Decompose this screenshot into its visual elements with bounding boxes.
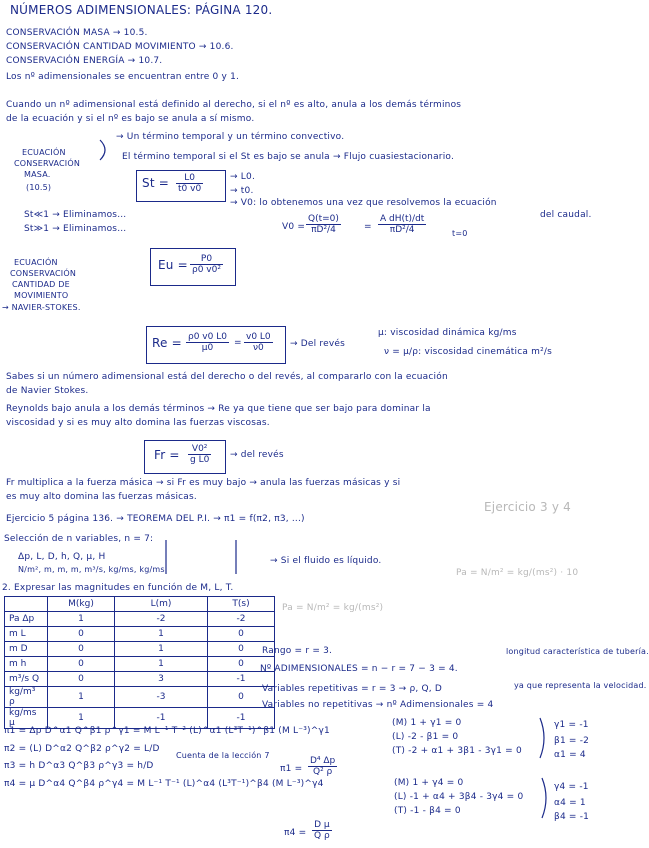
sol4-2: α4 = 1 bbox=[554, 798, 586, 808]
sys4-eq2: (L) -1 + α4 + 3β4 - 3γ4 = 0 bbox=[394, 792, 524, 802]
table-cell: 1 bbox=[48, 687, 115, 708]
no-rep-line: Variables no repetitivas → nº Adimensionales = 4 bbox=[262, 700, 494, 710]
n-adim-line: Nº ADIMENSIONALES = n − r = 7 − 3 = 4. bbox=[260, 664, 458, 674]
table-header: L(m) bbox=[115, 597, 208, 612]
equals-sign: = bbox=[364, 222, 372, 232]
table-cell: Pa Δp bbox=[5, 612, 48, 627]
table-cell: 1 bbox=[115, 627, 208, 642]
table-header: T(s) bbox=[208, 597, 275, 612]
arrow-v0: → V0: lo obtenemos una vez que resolvemos la ecuación bbox=[230, 198, 497, 208]
sol4-1: γ4 = -1 bbox=[554, 782, 589, 792]
sys1-eq3: (T) -2 + α1 + 3β1 - 3γ1 = 0 bbox=[392, 746, 522, 756]
pi4-line: π4 = μ D^α4 Q^β4 ρ^γ4 = M L⁻¹ T⁻¹ (L)^α4 (L³T⁻¹)^β4 (M L⁻³)^γ4 bbox=[4, 779, 324, 789]
exercise-heading: Ejercicio 5 página 136. → TEOREMA DEL P.I. → π1 = f(π2, π3, ...) bbox=[6, 514, 305, 524]
table-cell: 0 bbox=[48, 672, 115, 687]
mom-label-3: CANTIDAD DE bbox=[12, 280, 70, 289]
mass-line-1: → Un término temporal y un término convectivo. bbox=[116, 132, 345, 142]
table-header: M(kg) bbox=[48, 597, 115, 612]
brace-stroke bbox=[100, 140, 105, 160]
arrow-l0: → L0. bbox=[230, 172, 256, 182]
pi4-res-lhs: π4 = bbox=[284, 828, 307, 838]
table-cell: 1 bbox=[115, 642, 208, 657]
note-q: ya que representa la velocidad. bbox=[514, 681, 647, 690]
table-cell: m h bbox=[5, 657, 48, 672]
pi1-line: π1 = Δp D^α1 Q^β1 ρ^γ1 = M L⁻¹ T⁻² (L)^α1 (L³T⁻¹)^β1 (M L⁻³)^γ1 bbox=[4, 726, 330, 736]
selection-line: Selección de n variables, n = 7: bbox=[4, 534, 154, 544]
express-line: 2. Expresar las magnitudes en función de M, L, T. bbox=[2, 583, 234, 593]
mom-label-1: ECUACIÓN bbox=[14, 258, 58, 267]
mass-label-4: (10.5) bbox=[26, 183, 52, 192]
table-cell: 1 bbox=[115, 657, 208, 672]
faint-right: Pa = N/m² = kg/(ms²) · 10 bbox=[456, 568, 579, 578]
re-text-2: de Navier Stokes. bbox=[6, 386, 89, 396]
mass-label-2: CONSERVACIÓN bbox=[14, 159, 81, 168]
v0-eval: t=0 bbox=[452, 229, 468, 238]
mom-label-2: CONSERVACIÓN bbox=[10, 269, 77, 278]
nu-def: ν = μ/ρ: viscosidad cinemática m²/s bbox=[384, 347, 553, 357]
brace-stroke bbox=[540, 718, 544, 758]
eu-den: ρ0 v0² bbox=[192, 265, 221, 275]
table-cell: 1 bbox=[48, 612, 115, 627]
arrow-v0b: del caudal. bbox=[540, 210, 592, 220]
intro-line-1: CONSERVACIÓN MASA → 10.5. bbox=[6, 28, 148, 38]
st-high: St≫1 → Eliminamos... bbox=[24, 224, 127, 234]
rango-line: Rango = r = 3. bbox=[262, 646, 333, 656]
mass-line-2: El término temporal si el St es bajo se anula → Flujo cuasiestacionario. bbox=[122, 152, 455, 162]
fr-den: g L0 bbox=[190, 455, 210, 465]
pi1-res-num: D⁴ Δp bbox=[310, 756, 336, 766]
table-cell: -1 bbox=[208, 672, 275, 687]
sys4-eq1: (M) 1 + γ4 = 0 bbox=[394, 778, 464, 788]
table-cell: -2 bbox=[115, 612, 208, 627]
re-note: → Del revés bbox=[290, 339, 346, 349]
table-cell: 0 bbox=[208, 687, 275, 708]
table-cell: 0 bbox=[208, 657, 275, 672]
mass-label-1: ECUACIÓN bbox=[22, 148, 66, 157]
table-cell: 0 bbox=[48, 627, 115, 642]
sol1-1: γ1 = -1 bbox=[554, 720, 589, 730]
re-text-1: Sabes si un número adimensional está del derecho o del revés, al compararlo con la ecuación bbox=[6, 372, 448, 382]
re-num-2: v0 L0 bbox=[246, 332, 271, 342]
st-num: L0 bbox=[176, 173, 203, 184]
rule-line-1: Cuando un nº adimensional está definido al derecho, si el nº es alto, anula a los demás términos bbox=[6, 100, 462, 110]
eu-num: P0 bbox=[190, 254, 223, 265]
sys4-eq3: (T) -1 - β4 = 0 bbox=[394, 806, 461, 816]
vars-row: Δp, L, D, h, Q, μ, H bbox=[18, 552, 106, 562]
v0-lhs: V0 = bbox=[282, 222, 306, 232]
sys1-eq1: (M) 1 + γ1 = 0 bbox=[392, 718, 462, 728]
table-cell: m D bbox=[5, 642, 48, 657]
fr-note: → del revés bbox=[230, 450, 284, 460]
re-text-4: viscosidad y si es muy alto domina las fuerzas viscosas. bbox=[6, 418, 270, 428]
pi4-res-num: D μ bbox=[312, 820, 332, 831]
units-row: N/m², m, m, m, m³/s, kg/ms, kg/ms bbox=[18, 565, 165, 574]
sol1-3: α1 = 4 bbox=[554, 750, 586, 760]
v0-eq2-den: πD²/4 bbox=[389, 225, 415, 235]
brace-stroke bbox=[542, 778, 546, 818]
v0-den: πD²/4 bbox=[311, 225, 336, 235]
fr-lhs: Fr = bbox=[154, 448, 180, 462]
intro-line-2: CONSERVACIÓN CANTIDAD MOVIMIENTO → 10.6. bbox=[6, 42, 234, 52]
table-cell: 0 bbox=[48, 642, 115, 657]
st-lhs: St = bbox=[142, 176, 169, 190]
arrow-t0: → t0. bbox=[230, 186, 254, 196]
sol4-3: β4 = -1 bbox=[554, 812, 590, 822]
paren-note: → Si el fluido es líquido. bbox=[270, 556, 382, 566]
mom-label-4: MOVIMIENTO bbox=[14, 291, 69, 300]
v0-eq2-num: A dH(t)/dt bbox=[380, 214, 425, 224]
page-title: NÚMEROS ADIMENSIONALES: PÁGINA 120. bbox=[10, 3, 273, 17]
table-cell: -1 bbox=[115, 708, 208, 729]
re-lhs: Re = bbox=[152, 336, 182, 350]
table-cell: kg/ms μ bbox=[5, 708, 48, 729]
rule-line-2: de la ecuación y si el nº es bajo se anula a sí mismo. bbox=[6, 114, 255, 124]
rep-vars-line: Variables repetitivas = r = 3 → ρ, Q, D bbox=[262, 684, 443, 694]
note-d: longitud característica de tubería. bbox=[506, 647, 649, 656]
table-cell: m L bbox=[5, 627, 48, 642]
table-cell: 0 bbox=[208, 627, 275, 642]
re-den-2: ν0 bbox=[252, 343, 264, 353]
pi4-res-den: Q ρ bbox=[314, 831, 330, 841]
cuenta-note: Cuenta de la lección 7 bbox=[176, 751, 270, 760]
st-den: t0 v0 bbox=[178, 184, 202, 194]
table-cell: -2 bbox=[208, 612, 275, 627]
st-low: St≪1 → Eliminamos... bbox=[24, 210, 127, 220]
table-cell: 0 bbox=[48, 657, 115, 672]
pi1-res-lhs: π1 = bbox=[280, 764, 303, 774]
table-cell: 3 bbox=[115, 672, 208, 687]
fr-text-2: es muy alto domina las fuerzas másicas. bbox=[6, 492, 197, 502]
pi3-line: π3 = h D^α3 Q^β3 ρ^γ3 = h/D bbox=[4, 761, 154, 771]
faint-mid: Pa = N/m² = kg/(ms²) bbox=[282, 603, 384, 613]
re-den-1: μ0 bbox=[201, 343, 214, 353]
v0-num: Q(t=0) bbox=[308, 214, 339, 224]
table-cell: 1 bbox=[48, 708, 115, 729]
intro-line-3: CONSERVACIÓN ENERGÍA → 10.7. bbox=[6, 56, 163, 66]
re-equals: = bbox=[234, 338, 242, 348]
table-cell: m³/s Q bbox=[5, 672, 48, 687]
eu-lhs: Eu = bbox=[158, 258, 188, 272]
mom-label-5: → NAVIER-STOKES. bbox=[2, 303, 81, 312]
table-cell: kg/m³ ρ bbox=[5, 687, 48, 708]
table-cell: -1 bbox=[208, 708, 275, 729]
intro-line-4: Los nº adimensionales se encuentran entre 0 y 1. bbox=[6, 72, 240, 82]
table-cell: -3 bbox=[115, 687, 208, 708]
fr-text-1: Fr multiplica a la fuerza másica → si Fr es muy bajo → anula las fuerzas másicas y si bbox=[6, 478, 401, 488]
table-cell: 0 bbox=[208, 642, 275, 657]
re-text-3: Reynolds bajo anula a los demás términos → Re ya que tiene que ser bajo para dominar la bbox=[6, 404, 431, 414]
pi2-line: π2 = (L) D^α2 Q^β2 ρ^γ2 = L/D bbox=[4, 744, 160, 754]
mu-def: μ: viscosidad dinámica kg/ms bbox=[378, 328, 517, 338]
fr-num: V0² bbox=[188, 444, 211, 455]
sys1-eq2: (L) -2 - β1 = 0 bbox=[392, 732, 459, 742]
re-num-1: ρ0 v0 L0 bbox=[188, 332, 227, 342]
pi1-res-den: Q² ρ bbox=[313, 767, 333, 777]
faint-note: Ejercicio 3 y 4 bbox=[484, 500, 571, 514]
mass-label-3: MASA. bbox=[24, 170, 51, 179]
sol1-2: β1 = -2 bbox=[554, 736, 590, 746]
